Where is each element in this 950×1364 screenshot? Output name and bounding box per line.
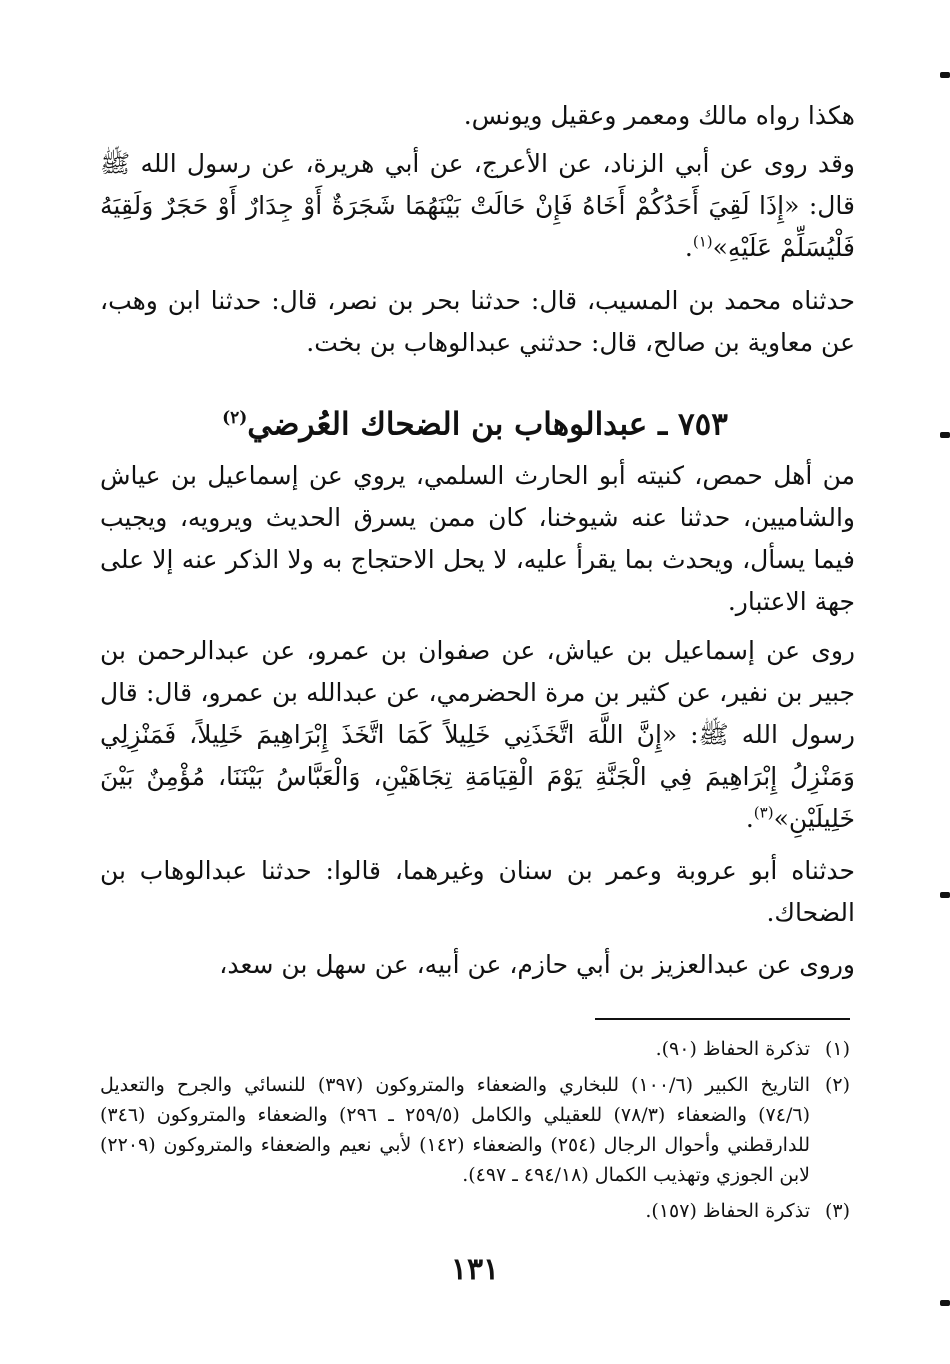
paragraph-1: [100, 95, 855, 137]
entry-heading-text: ٧٥٣ ـ عبدالوهاب بن الضحاك العُرضي: [247, 406, 728, 443]
paragraph-2-period: .: [684, 233, 693, 262]
edge-mark: [940, 892, 950, 898]
footnote-ref-1: (١): [692, 232, 713, 251]
paragraph-1-text: هكذا رواه مالك ومعمر وعقيل ويونس.: [463, 101, 855, 130]
page-number: ١٣١: [450, 1252, 500, 1287]
footnote-separator: [595, 1018, 850, 1020]
footnote-2-text: التاريخ الكبير (١٠٠/٦) للبخاري والضعفاء والمتروكون (٣٩٧) للنسائي والجرح والتعديل (٧٤/٦) والضعفاء (٧٨/٣) للعقيلي والكامل (٢٥٩/٥ ـ ٢٩٦) والضعفاء والمتروكون (٣٤٦) للدارقطني وأحوال الرجال (٢٥٤) والضعفاء (١٤٢) لأبي نعيم والضعفاء والمتروكون (٢٢٠٩) لابن الجوزي وتهذيب الكمال (٤٩٤/١٨ ـ ٤٩٧).: [100, 1074, 811, 1186]
paragraph-4: [100, 455, 855, 623]
edge-mark: [940, 1300, 950, 1306]
paragraph-5: [100, 630, 855, 840]
paragraph-3: [100, 280, 855, 364]
edge-mark: [940, 432, 950, 438]
footnote-2: [100, 1070, 850, 1190]
footnote-3: [100, 1196, 850, 1226]
footnote-1-number: (١): [824, 1038, 850, 1060]
paragraph-7: [100, 944, 855, 986]
footnote-3-text: تذكرة الحفاظ (١٥٧).: [645, 1200, 810, 1222]
footnote-3-number: (٣): [824, 1200, 850, 1222]
paragraph-5-text: روى عن إسماعيل بن عياش، عن صفوان بن عمرو، عن عبدالرحمن بن جبير بن نفير، عن كثير بن مرة الحضرمي، عن عبدالله بن عمرو، قال: قال رسول الله ﷺ: «إِنَّ اللَّهَ اتَّخَذَنِي خَلِيلاً كَمَا اتَّخَذَ إِبْرَاهِيمَ خَلِيلاً، فَمَنْزِلِي وَمَنْزِلُ إِبْرَاهِيمَ فِي الْجَنَّةِ يَوْمَ الْقِيَامَةِ تِجَاهَيْنِ، وَالْعَبَّاسُ بَيْنَنَا، مُؤْمِنٌ بَيْنَ خَلِيلَيْنِ»: [100, 636, 855, 833]
footnote-1: [100, 1034, 850, 1064]
footnote-ref-3: (٣): [753, 803, 774, 822]
paragraph-2-text: وقد روى عن أبي الزناد، عن الأعرج، عن أبي هريرة، عن رسول الله ﷺ قال: «إِذَا لَقِيَ أَحَدُكُمْ أَخَاهُ فَإِنْ حَالَتْ بَيْنَهُمَا شَجَرَةٌ أَوْ جِدَارٌ أَوْ حَجَرٌ وَلَقِيَهُ فَلْيُسَلِّمْ عَلَيْهِ»: [100, 149, 855, 262]
paragraph-7-text: وروى عن عبدالعزيز بن أبي حازم، عن أبيه، عن سهل بن سعد،: [219, 950, 855, 979]
paragraph-5-period: .: [745, 804, 754, 833]
paragraph-4-text: من أهل حمص، كنيته أبو الحارث السلمي، يروي عن إسماعيل بن عياش والشاميين، حدثنا عنه شيوخنا، كان ممن يسرق الحديث ويرويه، ويجيب فيما يسأل، ويحدث بما يقرأ عليه، لا يحل الاحتجاج به ولا الذكر عنه إلا على جهة الاعتبار.: [100, 461, 855, 616]
footnote-ref-2: (٢): [222, 408, 248, 428]
edge-mark: [940, 72, 950, 78]
paragraph-2: [100, 143, 855, 269]
footnotes: [100, 1034, 850, 1232]
paragraph-6-text: حدثناه أبو عروبة وعمر بن سنان وغيرهما، قالوا: حدثنا عبدالوهاب بن الضحاك.: [100, 856, 855, 927]
footnote-1-text: تذكرة الحفاظ (٩٠).: [655, 1038, 810, 1060]
footnote-2-number: (٢): [824, 1074, 850, 1096]
paragraph-6: [100, 850, 855, 934]
paragraph-3-text: حدثناه محمد بن المسيب، قال: حدثنا بحر بن نصر، قال: حدثنا ابن وهب، عن معاوية بن صالح، قال: حدثني عبدالوهاب بن بخت.: [100, 286, 855, 357]
entry-heading: [0, 395, 950, 447]
